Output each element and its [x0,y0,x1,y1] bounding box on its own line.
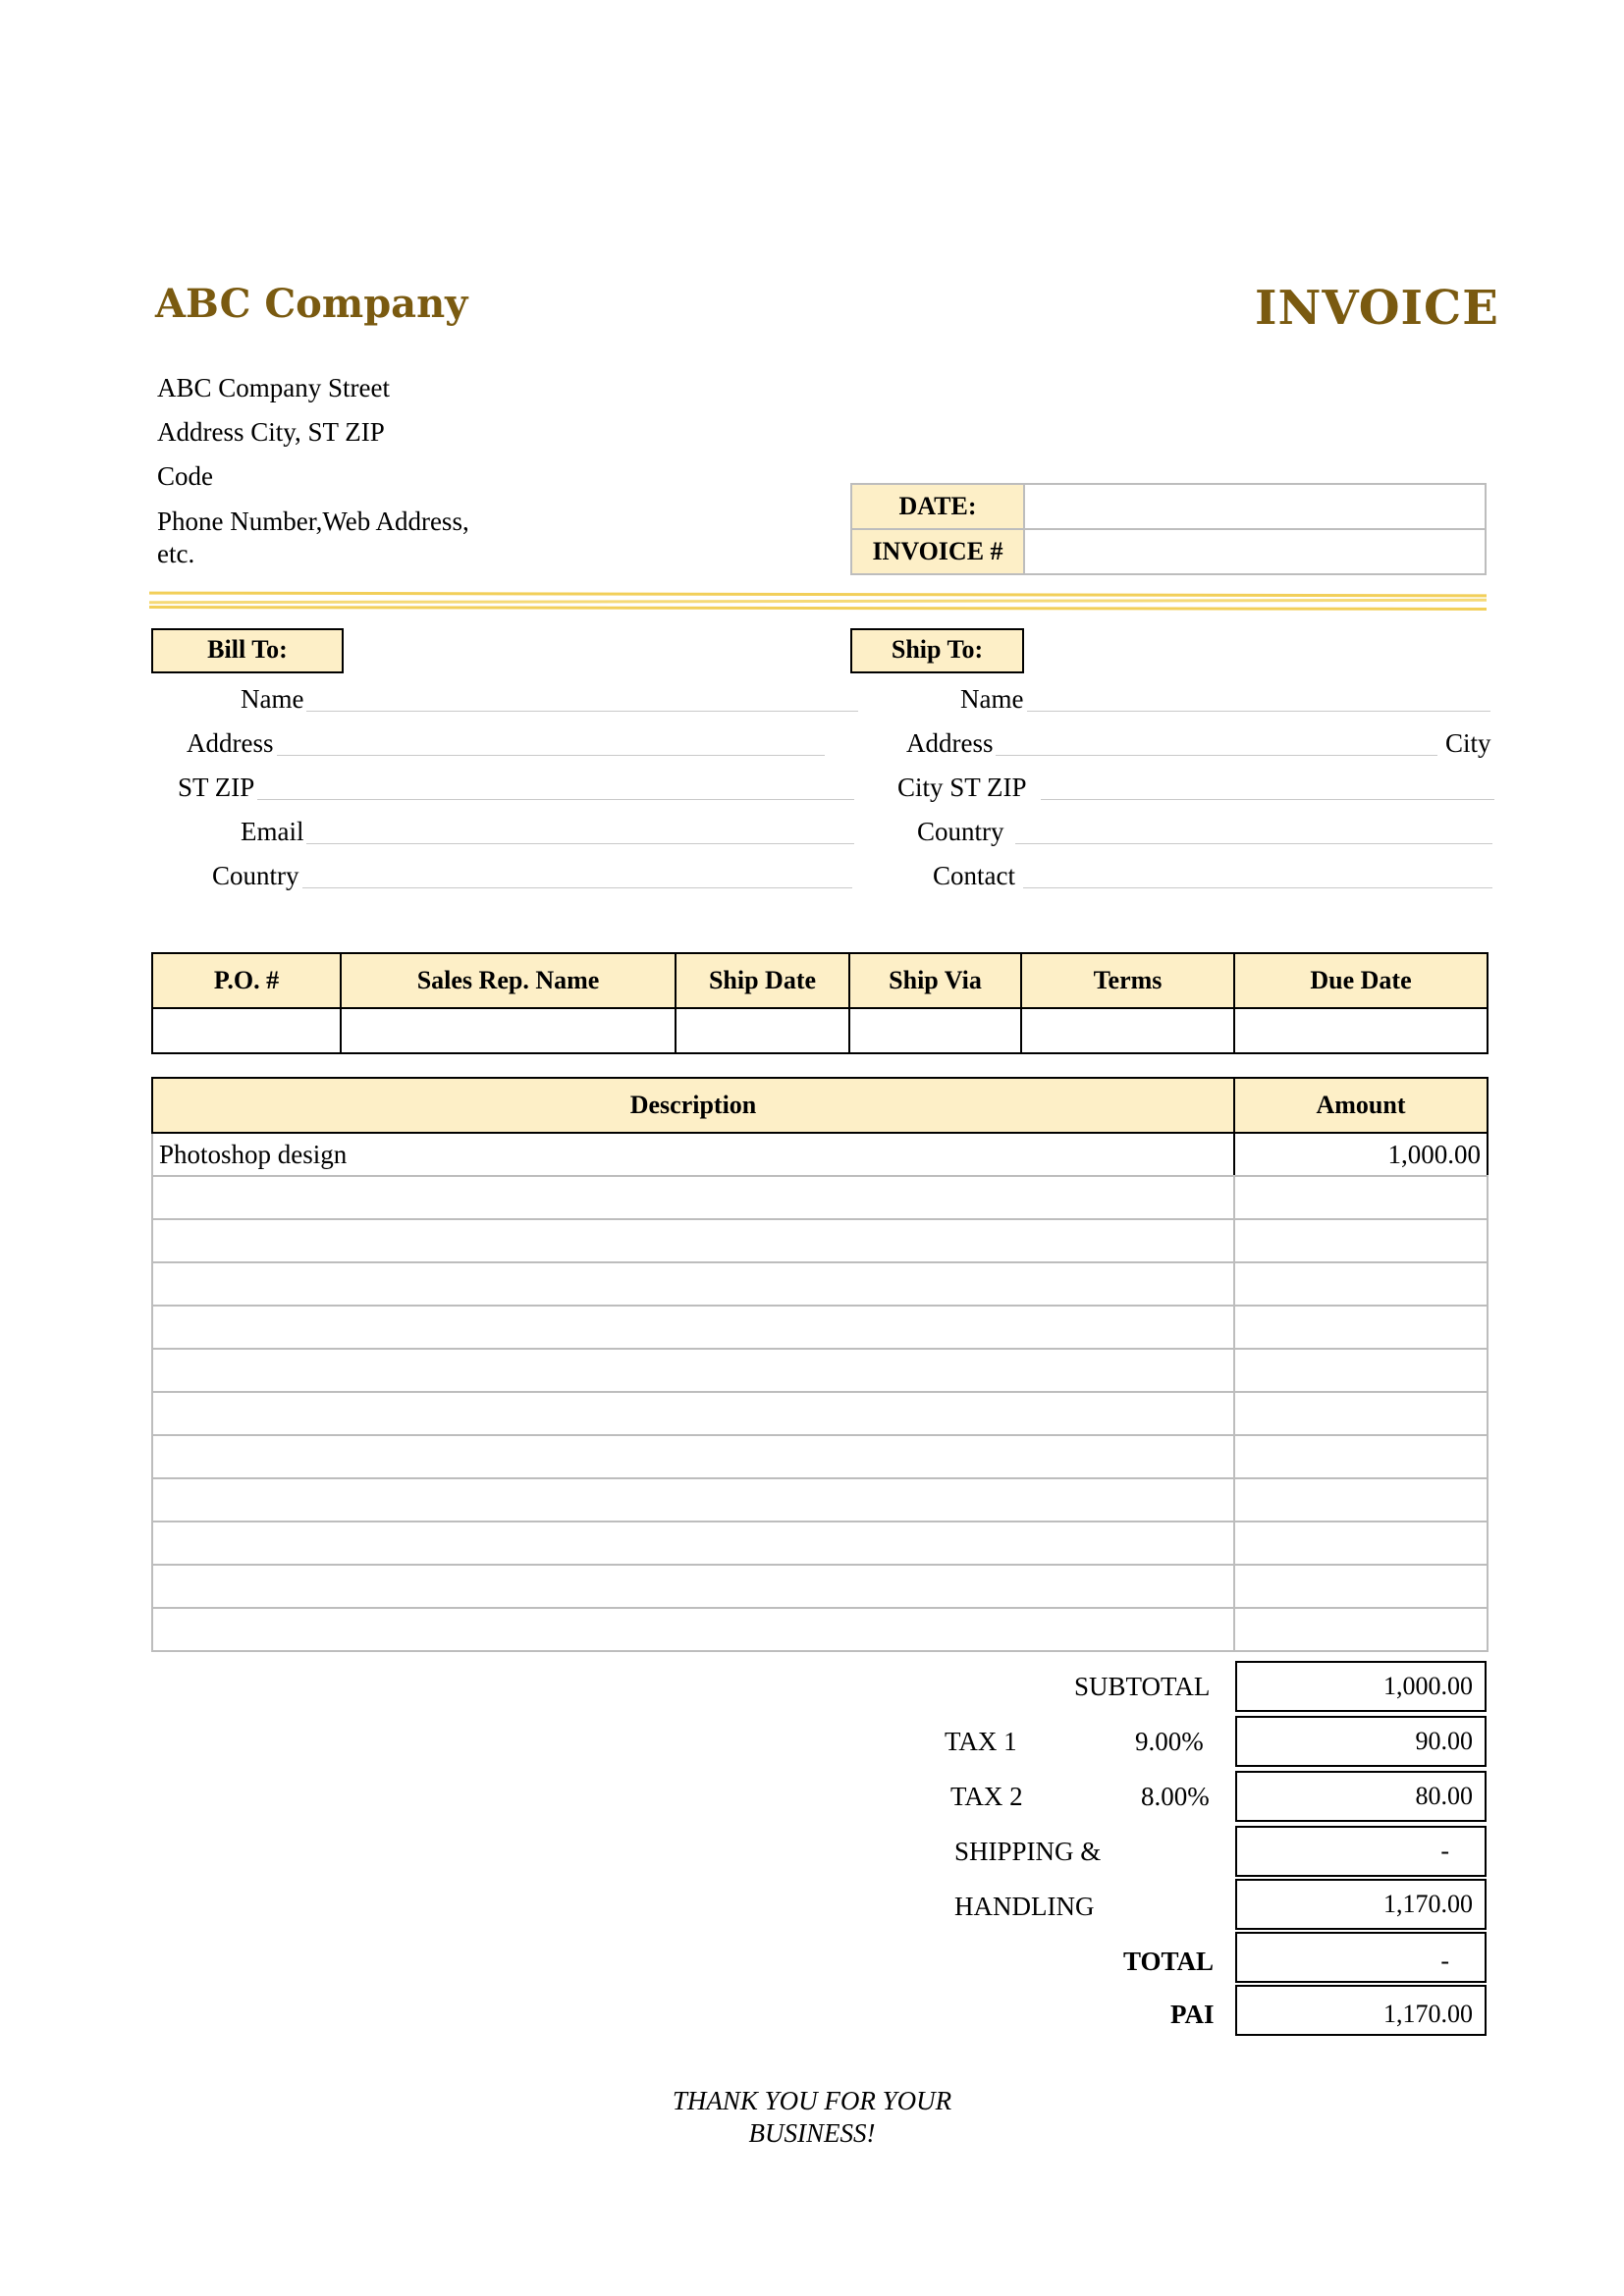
item-description-cell[interactable] [152,1565,1234,1608]
handling-label: HANDLING [954,1892,1095,1921]
ship-to-name-field[interactable] [1027,711,1490,712]
table-row [152,1608,1488,1651]
item-amount-cell[interactable]: 1,000.00 [1234,1133,1488,1176]
table-row [152,1392,1488,1435]
item-description-cell[interactable] [152,1392,1234,1435]
header-divider-stripes [149,591,1487,611]
item-description-cell[interactable] [152,1608,1234,1651]
company-phone-line2: etc. [157,539,195,568]
tax1-rate[interactable]: 9.00% [1135,1727,1204,1756]
thank-you-note [0,2085,1624,2150]
item-description-cell[interactable] [152,1262,1234,1306]
invoice-number-label: INVOICE # [851,529,1024,574]
item-amount-cell[interactable] [1234,1565,1488,1608]
table-row [152,1478,1488,1522]
ship-to-country-label: Country [917,817,1004,846]
ship-to-city-label: City [1445,728,1491,758]
ship-to-country-field[interactable] [1015,843,1492,844]
company-city-line: Address City, ST ZIP [157,417,385,447]
tax1-label: TAX 1 [945,1727,1017,1756]
ship-to-city-st-zip-label: City ST ZIP [897,773,1027,802]
table-row [152,1522,1488,1565]
ship-to-name-label: Name [960,684,1024,714]
sales-rep-cell[interactable] [341,1008,676,1053]
terms-header: Terms [1021,953,1234,1008]
thank-you-line1: THANK YOU FOR YOUR [672,2086,952,2115]
tax1-value: 90.00 [1235,1716,1487,1767]
ship-date-header: Ship Date [676,953,849,1008]
table-row [152,1435,1488,1478]
tax2-value: 80.00 [1235,1771,1487,1822]
item-amount-cell[interactable] [1234,1435,1488,1478]
date-field[interactable] [1024,484,1486,529]
item-amount-cell[interactable] [1234,1219,1488,1262]
po-number-header: P.O. # [152,953,341,1008]
ship-date-cell[interactable] [676,1008,849,1053]
item-description-cell[interactable] [152,1522,1234,1565]
item-description-cell[interactable] [152,1349,1234,1392]
thank-you-line2: BUSINESS! [748,2118,876,2148]
ship-via-header: Ship Via [849,953,1021,1008]
item-description-cell[interactable]: Photoshop design [152,1133,1234,1176]
invoice-number-field[interactable] [1024,529,1486,574]
bill-to-name-label: Name [241,684,304,714]
shipping-value[interactable]: - [1235,1826,1487,1877]
bill-to-stzip-label: ST ZIP [178,773,255,802]
description-header: Description [152,1078,1234,1133]
handling-value: 1,170.00 [1235,1879,1487,1930]
table-row [152,1306,1488,1349]
ship-to-contact-field[interactable] [1023,887,1492,888]
item-description-cell[interactable] [152,1478,1234,1522]
table-row [152,1565,1488,1608]
line-items-table [151,1077,1489,1652]
item-amount-cell[interactable] [1234,1392,1488,1435]
table-row [152,1176,1488,1219]
item-description-cell[interactable] [152,1176,1234,1219]
bill-to-name-field[interactable] [306,711,858,712]
bill-to-email-label: Email [241,817,304,846]
item-description-cell[interactable] [152,1435,1234,1478]
item-amount-cell[interactable] [1234,1176,1488,1219]
ship-to-address-field[interactable] [996,755,1437,756]
due-date-cell[interactable] [1234,1008,1488,1053]
bill-to-email-field[interactable] [306,843,854,844]
ship-to-title: Ship To: [850,628,1024,673]
item-amount-cell[interactable] [1234,1522,1488,1565]
bill-to-stzip-field[interactable] [257,799,854,800]
document-title: INVOICE [1255,281,1499,336]
bill-to-country-field[interactable] [302,887,852,888]
bill-to-country-label: Country [212,861,299,890]
tax2-label: TAX 2 [950,1782,1023,1811]
item-amount-cell[interactable] [1234,1262,1488,1306]
table-row [152,1349,1488,1392]
amount-header: Amount [1234,1078,1488,1133]
ship-via-cell[interactable] [849,1008,1021,1053]
bill-to-title: Bill To: [151,628,344,673]
shipping-label: SHIPPING & [954,1837,1102,1866]
terms-cell[interactable] [1021,1008,1234,1053]
ship-to-address-label: Address [906,728,994,758]
order-info-table [151,952,1489,1054]
total-value: - [1235,1932,1487,1983]
company-name: ABC Company [155,281,468,327]
item-amount-cell[interactable] [1234,1306,1488,1349]
bill-to-address-field[interactable] [277,755,825,756]
tax2-rate[interactable]: 8.00% [1141,1782,1210,1811]
sales-rep-header: Sales Rep. Name [341,953,676,1008]
table-row [152,1133,1488,1176]
ship-to-contact-label: Contact [933,861,1015,890]
company-street: ABC Company Street [157,373,390,402]
company-phone-line1: Phone Number,Web Address, [157,507,469,536]
item-amount-cell[interactable] [1234,1608,1488,1651]
date-label: DATE: [851,484,1024,529]
item-description-cell[interactable] [152,1306,1234,1349]
subtotal-label: SUBTOTAL [1074,1672,1211,1701]
paid-value: 1,170.00 [1235,1985,1487,2036]
due-date-header: Due Date [1234,953,1488,1008]
ship-to-city-st-zip-field[interactable] [1041,799,1494,800]
bill-to-address-label: Address [187,728,274,758]
table-row [152,1262,1488,1306]
company-code: Code [157,461,213,491]
table-row [152,1219,1488,1262]
item-amount-cell[interactable] [1234,1478,1488,1522]
total-label: TOTAL [1123,1947,1215,1976]
item-description-cell[interactable] [152,1219,1234,1262]
item-amount-cell[interactable] [1234,1349,1488,1392]
invoice-meta-table [850,483,1487,575]
paid-label: PAI [1170,2000,1215,2029]
po-number-cell[interactable] [152,1008,341,1053]
subtotal-value: 1,000.00 [1235,1661,1487,1712]
